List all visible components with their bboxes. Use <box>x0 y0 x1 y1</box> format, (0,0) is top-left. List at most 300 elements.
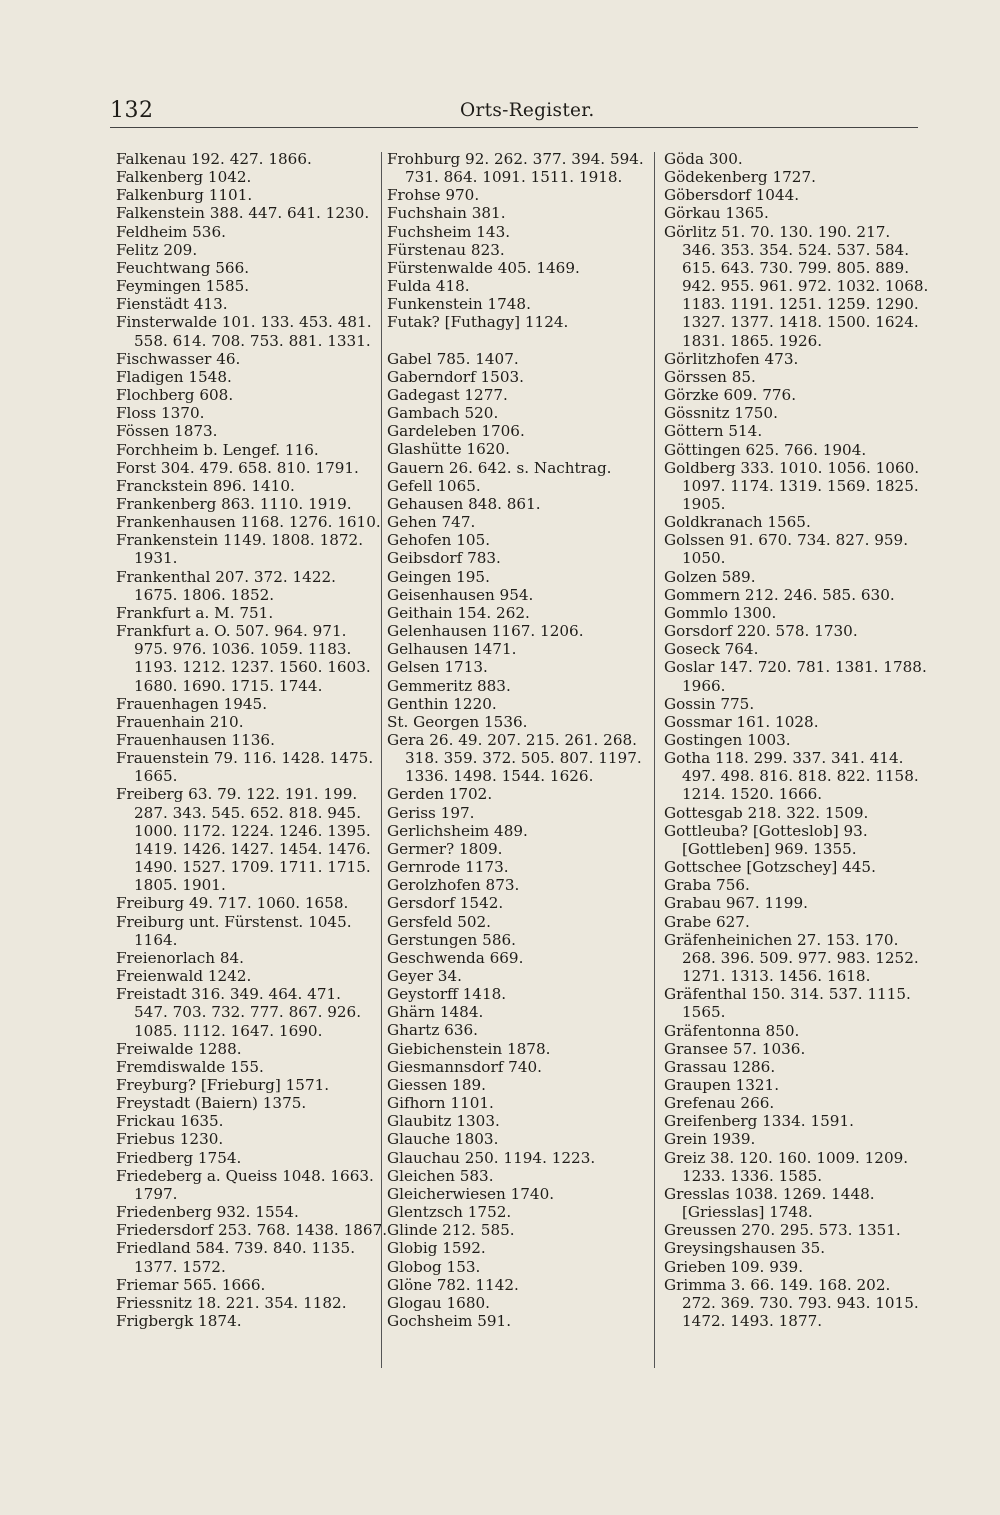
entry-line: Gardeleben 1706. <box>387 422 525 441</box>
register-entry <box>664 1239 926 1257</box>
register-entry <box>664 1130 926 1148</box>
entry-line: Gössnitz 1750. <box>664 404 778 423</box>
entry-line: Grabe 627. <box>664 912 750 931</box>
register-entry <box>387 894 651 912</box>
register-entry <box>387 985 651 1003</box>
entry-line: Forchheim b. Lengef. 116. <box>116 440 319 459</box>
register-entry <box>116 749 378 785</box>
entry-line: Freienorlach 84. <box>116 948 244 967</box>
entry-line: Geystorff 1418. <box>387 985 507 1004</box>
register-entry <box>664 1040 926 1058</box>
register-entry <box>116 241 378 259</box>
register-entry <box>387 931 651 949</box>
entry-line: Gräfenthal 150. 314. 537. 1115. <box>664 985 911 1004</box>
entry-line: Gabel 785. 1407. <box>387 349 519 368</box>
entry-line: Gauern 26. 642. s. Nachtrag. <box>387 458 612 477</box>
entry-line: Glinde 212. 585. <box>387 1221 515 1240</box>
register-entry <box>387 804 651 822</box>
section-gap <box>387 332 651 350</box>
register-entry <box>664 1258 926 1276</box>
entry-line: Greysingshausen 35. <box>664 1239 826 1258</box>
register-entry <box>116 1149 378 1167</box>
register-entry <box>664 222 929 350</box>
entry-line: Geibsdorf 783. <box>387 549 501 568</box>
entry-line: Gadegast 1277. <box>387 386 508 405</box>
entry-line: Frickau 1635. <box>116 1112 224 1131</box>
entry-line: Glentzsch 1752. <box>387 1203 512 1222</box>
entry-line: Grefenau 266. <box>664 1094 775 1113</box>
register-entry <box>116 1076 378 1094</box>
entry-continuation: 1193. 1212. 1237. 1560. 1603. <box>134 658 371 677</box>
entry-continuation: 1665. <box>134 767 178 786</box>
entry-line: Frankenthal 207. 372. 1422. <box>116 567 336 586</box>
register-entry <box>664 1221 926 1239</box>
entry-line: Graupen 1321. <box>664 1075 780 1094</box>
register-entry <box>387 1312 651 1330</box>
entry-line: Frankenberg 863. 1110. 1919. <box>116 494 352 513</box>
entry-line: Freiburg unt. Fürstenst. 1045. <box>116 912 352 931</box>
register-entry <box>116 604 378 622</box>
header-rule <box>110 127 918 128</box>
register-entry <box>116 622 378 695</box>
register-entry <box>387 1130 651 1148</box>
entry-continuation: 1085. 1112. 1647. 1690. <box>134 1021 323 1040</box>
register-entry <box>387 495 651 513</box>
entry-line: Forst 304. 479. 658. 810. 1791. <box>116 458 359 477</box>
register-entry <box>116 1221 388 1240</box>
register-entry <box>387 277 651 295</box>
register-entry <box>664 658 926 694</box>
entry-line: Gommlo 1300. <box>664 603 777 622</box>
entry-line: Glauche 1803. <box>387 1130 499 1149</box>
register-entry <box>116 949 378 967</box>
entry-line: Gemmeritz 883. <box>387 676 511 695</box>
register-entry <box>387 822 651 840</box>
register-entry <box>387 695 651 713</box>
entry-line: Goldkranach 1565. <box>664 513 811 532</box>
register-entry <box>387 513 651 531</box>
entry-continuation: 1805. 1901. <box>134 876 226 895</box>
entry-line: Fladigen 1548. <box>116 367 232 386</box>
entry-line: Gera 26. 49. 207. 215. 261. 268. <box>387 730 637 749</box>
entry-line: Giessen 189. <box>387 1075 486 1094</box>
register-entry <box>116 1203 378 1221</box>
entry-continuation: 615. 643. 730. 799. 805. 889. <box>682 258 910 277</box>
entry-line: Freiburg 49. 717. 1060. 1658. <box>116 894 349 913</box>
register-entry <box>116 568 378 604</box>
register-entry <box>387 913 651 931</box>
entry-continuation: 1271. 1313. 1456. 1618. <box>682 967 871 986</box>
entry-continuation: 1905. <box>682 494 726 513</box>
entry-line: Gernrode 1173. <box>387 858 509 877</box>
register-entry <box>387 858 651 876</box>
register-entry <box>664 350 926 368</box>
entry-line: Friedland 584. 739. 840. 1135. <box>116 1239 356 1258</box>
entry-line: Fürstenau 823. <box>387 240 505 259</box>
entry-line: Gransee 57. 1036. <box>664 1039 806 1058</box>
register-entry <box>387 350 651 368</box>
register-entry <box>664 513 926 531</box>
register-entry <box>387 531 651 549</box>
register-column-2 <box>387 150 651 1330</box>
entry-continuation: 1680. 1690. 1715. 1744. <box>134 676 323 695</box>
entry-line: Frigbergk 1874. <box>116 1312 242 1330</box>
entry-line: Grimma 3. 66. 149. 168. 202. <box>664 1275 891 1294</box>
entry-continuation: 272. 369. 730. 793. 943. 1015. <box>682 1293 919 1312</box>
register-entry <box>387 1076 651 1094</box>
register-entry <box>387 1239 651 1257</box>
entry-line: Gottesgab 218. 322. 1509. <box>664 803 869 822</box>
register-entry <box>387 422 651 440</box>
entry-continuation: 346. 353. 354. 524. 537. 584. <box>682 240 910 259</box>
entry-line: Gräfentonna 850. <box>664 1021 800 1040</box>
entry-line: Gossin 775. <box>664 694 755 713</box>
register-entry <box>664 531 926 567</box>
entry-line: Gräfenheinichen 27. 153. 170. <box>664 930 899 949</box>
entry-line: Freyburg? [Frieburg] 1571. <box>116 1075 330 1094</box>
entry-line: Geriss 197. <box>387 803 475 822</box>
register-entry <box>664 622 926 640</box>
entry-line: Gottschee [Gotzschey] 445. <box>664 858 876 877</box>
entry-line: Görssen 85. <box>664 367 756 386</box>
entry-line: Freystadt (Baiern) 1375. <box>116 1094 307 1113</box>
register-entry <box>387 1203 651 1221</box>
entry-line: Fössen 1873. <box>116 422 218 441</box>
entry-line: Fürstenwalde 405. 1469. <box>387 258 580 277</box>
entry-line: Falkenberg 1042. <box>116 168 252 187</box>
register-entry <box>116 967 378 985</box>
entry-line: Goseck 764. <box>664 640 759 659</box>
entry-line: Friebus 1230. <box>116 1130 224 1149</box>
entry-continuation: 1214. 1520. 1666. <box>682 785 823 804</box>
register-entry <box>387 1276 651 1294</box>
entry-line: Greussen 270. 295. 573. 1351. <box>664 1221 901 1240</box>
entry-line: Frankfurt a. O. 507. 964. 971. <box>116 622 347 641</box>
entry-line: Frohse 970. <box>387 186 480 205</box>
register-entry <box>116 495 378 513</box>
entry-line: Franckstein 896. 1410. <box>116 476 295 495</box>
entry-line: Glauchau 250. 1194. 1223. <box>387 1148 596 1167</box>
entry-continuation: [Gottleben] 969. 1355. <box>682 839 857 858</box>
entry-line: Gehausen 848. 861. <box>387 494 541 513</box>
entry-line: Gerolzhofen 873. <box>387 876 520 895</box>
register-entry <box>387 1058 651 1076</box>
register-entry <box>387 459 651 477</box>
register-entry <box>116 441 378 459</box>
register-entry <box>387 731 651 785</box>
entry-continuation: 1931. <box>134 549 178 568</box>
register-entry <box>387 604 651 622</box>
entry-line: Gottleuba? [Gotteslob] 93. <box>664 821 868 840</box>
entry-continuation: 318. 359. 372. 505. 807. 1197. <box>405 749 642 768</box>
entry-line: Gödekenberg 1727. <box>664 168 816 187</box>
register-entry <box>387 404 651 422</box>
entry-line: Friedersdorf 253. 768. 1438. 1867. <box>116 1221 388 1240</box>
register-entry <box>116 1239 378 1275</box>
entry-line: Gommern 212. 246. 585. 630. <box>664 585 895 604</box>
register-entry <box>387 1221 651 1239</box>
entry-line: Friessnitz 18. 221. 354. 1182. <box>116 1293 347 1312</box>
register-entry <box>664 749 926 803</box>
entry-line: Gerden 1702. <box>387 785 493 804</box>
register-entry <box>664 150 926 168</box>
entry-line: Flochberg 608. <box>116 386 234 405</box>
register-entry <box>116 1130 378 1148</box>
entry-line: Gehofen 105. <box>387 531 491 550</box>
register-entry <box>387 677 651 695</box>
register-entry <box>116 259 378 277</box>
entry-line: Friedberg 1754. <box>116 1148 242 1167</box>
register-entry <box>387 1021 651 1039</box>
register-entry <box>387 949 651 967</box>
entry-line: Gleichen 583. <box>387 1166 494 1185</box>
entry-line: Glogau 1680. <box>387 1293 490 1312</box>
entry-line: Golzen 589. <box>664 567 756 586</box>
entry-continuation: 1966. <box>682 676 726 695</box>
entry-line: Göda 300. <box>664 150 743 168</box>
entry-line: Friemar 565. 1666. <box>116 1275 266 1294</box>
register-entry <box>664 894 926 912</box>
entry-line: Grieben 109. 939. <box>664 1257 804 1276</box>
register-entry <box>387 368 651 386</box>
register-entry <box>664 913 926 931</box>
entry-line: Greifenberg 1334. 1591. <box>664 1112 854 1131</box>
register-entry <box>116 459 378 477</box>
register-entry <box>664 640 926 658</box>
register-entry <box>116 313 378 349</box>
entry-line: Globig 1592. <box>387 1239 486 1258</box>
register-entry <box>116 1276 378 1294</box>
entry-line: Gelhausen 1471. <box>387 640 517 659</box>
entry-continuation: 1377. 1572. <box>134 1257 226 1276</box>
entry-continuation: 547. 703. 732. 777. 867. 926. <box>134 1003 362 1022</box>
entry-line: Frankenstein 1149. 1808. 1872. <box>116 531 364 550</box>
register-entry <box>116 1312 378 1330</box>
entry-line: Funkenstein 1748. <box>387 295 531 314</box>
entry-continuation: 558. 614. 708. 753. 881. 1331. <box>134 331 371 350</box>
register-entry <box>116 513 381 532</box>
entry-continuation: 497. 498. 816. 818. 822. 1158. <box>682 767 919 786</box>
register-entry <box>116 695 378 713</box>
entry-line: Göttern 514. <box>664 422 763 441</box>
entry-line: Feuchtwang 566. <box>116 258 250 277</box>
register-entry <box>664 604 926 622</box>
register-entry <box>387 313 651 331</box>
entry-line: Falkenstein 388. 447. 641. 1230. <box>116 204 370 223</box>
register-entry <box>664 804 926 822</box>
entry-line: Frankfurt a. M. 751. <box>116 603 274 622</box>
register-entry <box>664 204 926 222</box>
entry-line: Gotha 118. 299. 337. 341. 414. <box>664 749 904 768</box>
register-entry <box>116 785 378 894</box>
register-entry <box>664 1058 926 1076</box>
entry-line: Fremdiswalde 155. <box>116 1057 264 1076</box>
entry-line: Giebichenstein 1878. <box>387 1039 551 1058</box>
entry-line: Gifhorn 1101. <box>387 1094 494 1113</box>
entry-line: Fienstädt 413. <box>116 295 228 314</box>
entry-line: Geithain 154. 262. <box>387 603 530 622</box>
register-entry <box>664 459 926 513</box>
entry-line: Frauenhausen 1136. <box>116 731 275 749</box>
register-entry <box>116 1040 378 1058</box>
entry-line: Gambach 520. <box>387 404 499 423</box>
register-entry <box>664 985 926 1021</box>
entry-line: Fuchshain 381. <box>387 204 506 223</box>
register-entry <box>116 894 378 912</box>
register-entry <box>387 477 651 495</box>
entry-line: Ghartz 636. <box>387 1021 478 1040</box>
register-entry <box>387 658 651 676</box>
entry-line: Fulda 418. <box>387 277 470 296</box>
register-entry <box>664 695 926 713</box>
entry-continuation: 1183. 1191. 1251. 1259. 1290. <box>682 295 919 314</box>
entry-line: Gelsen 1713. <box>387 658 488 677</box>
register-entry <box>116 1094 378 1112</box>
register-entry <box>116 277 378 295</box>
entry-line: Fuchsheim 143. <box>387 222 511 241</box>
page-number: 132 <box>110 98 154 123</box>
entry-continuation: 1565. <box>682 1003 726 1022</box>
register-entry <box>387 549 651 567</box>
register-entry <box>387 223 651 241</box>
entry-line: Germer? 1809. <box>387 839 503 858</box>
register-entry <box>387 586 651 604</box>
register-entry <box>116 1112 378 1130</box>
entry-continuation: 1831. 1865. 1926. <box>682 331 823 350</box>
register-entry <box>387 967 651 985</box>
entry-line: Geyer 34. <box>387 967 462 986</box>
entry-continuation: 1419. 1426. 1427. 1454. 1476. <box>134 839 371 858</box>
entry-line: Geisenhausen 954. <box>387 585 534 604</box>
entry-continuation: 1097. 1174. 1319. 1569. 1825. <box>682 476 919 495</box>
entry-line: Gleicherwiesen 1740. <box>387 1184 555 1203</box>
register-entry <box>116 186 378 204</box>
entry-line: Gehen 747. <box>387 513 476 532</box>
entry-line: Frankenhausen 1168. 1276. 1610. <box>116 513 381 532</box>
entry-line: Göttingen 625. 766. 1904. <box>664 440 867 459</box>
entry-line: Freistadt 316. 349. 464. 471. <box>116 985 341 1004</box>
register-entry <box>387 386 651 404</box>
register-entry <box>387 785 651 803</box>
entry-line: Graba 756. <box>664 876 750 895</box>
entry-line: Goldberg 333. 1010. 1056. 1060. <box>664 458 920 477</box>
entry-line: Frauenstein 79. 116. 1428. 1475. <box>116 749 374 768</box>
register-entry <box>664 1149 926 1185</box>
register-entry <box>387 150 651 186</box>
entry-line: Goslar 147. 720. 781. 1381. 1788. <box>664 658 927 677</box>
entry-continuation: 1675. 1806. 1852. <box>134 585 275 604</box>
register-entry <box>116 204 378 222</box>
register-entry <box>664 1276 926 1330</box>
entry-line: Glöne 782. 1142. <box>387 1275 519 1294</box>
register-entry <box>116 150 378 168</box>
register-entry <box>387 241 651 259</box>
register-entry <box>387 640 651 658</box>
entry-line: Golssen 91. 670. 734. 827. 959. <box>664 531 909 550</box>
entry-continuation: 1000. 1172. 1224. 1246. 1395. <box>134 821 371 840</box>
register-entry <box>116 223 378 241</box>
register-entry <box>664 822 926 858</box>
entry-line: Göbersdorf 1044. <box>664 186 800 205</box>
register-entry <box>116 1294 378 1312</box>
register-entry <box>116 168 378 186</box>
entry-line: Genthin 1220. <box>387 694 497 713</box>
register-entry <box>664 731 926 749</box>
entry-continuation: 1164. <box>134 930 178 949</box>
entry-line: Falkenau 192. 427. 1866. <box>116 150 312 168</box>
entry-line: Grassau 1286. <box>664 1057 776 1076</box>
register-entry <box>387 1003 651 1021</box>
entry-line: Glaubitz 1303. <box>387 1112 500 1131</box>
register-entry <box>664 1112 926 1130</box>
entry-continuation: [Griesslas] 1748. <box>682 1203 813 1222</box>
register-entry <box>664 404 926 422</box>
entry-line: St. Georgen 1536. <box>387 712 528 731</box>
register-entry <box>387 295 651 313</box>
entry-line: Görzke 609. 776. <box>664 386 797 405</box>
entry-continuation: 287. 343. 545. 652. 818. 945. <box>134 803 362 822</box>
register-entry <box>664 1094 926 1112</box>
column-divider <box>381 152 382 1368</box>
entry-line: Felitz 209. <box>116 240 198 259</box>
entry-line: Globog 153. <box>387 1257 481 1276</box>
register-entry <box>116 1167 378 1203</box>
entry-continuation: 731. 864. 1091. 1511. 1918. <box>405 168 623 187</box>
entry-line: Friedenberg 932. 1554. <box>116 1203 299 1222</box>
register-entry <box>664 186 926 204</box>
entry-continuation: 942. 955. 961. 972. 1032. 1068. <box>682 277 929 296</box>
register-entry <box>387 186 651 204</box>
entry-line: Gaberndorf 1503. <box>387 367 524 386</box>
entry-line: Falkenburg 1101. <box>116 186 253 205</box>
entry-line: Fischwasser 46. <box>116 349 241 368</box>
register-entry <box>387 713 651 731</box>
entry-continuation: 1472. 1493. 1877. <box>682 1312 823 1330</box>
register-entry <box>116 1058 378 1076</box>
entry-line: Glashütte 1620. <box>387 440 510 459</box>
entry-line: Görlitz 51. 70. 130. 190. 217. <box>664 222 891 241</box>
register-entry <box>387 1185 651 1203</box>
entry-line: Gorsdorf 220. 578. 1730. <box>664 622 858 641</box>
register-entry <box>664 1185 926 1221</box>
entry-line: Freienwald 1242. <box>116 967 252 986</box>
register-entry <box>387 440 651 458</box>
entry-line: Gelenhausen 1167. 1206. <box>387 622 584 641</box>
register-entry <box>387 259 651 277</box>
register-entry <box>387 876 651 894</box>
register-entry <box>116 350 378 368</box>
register-entry <box>387 840 651 858</box>
register-entry <box>664 386 926 404</box>
entry-line: Giesmannsdorf 740. <box>387 1057 542 1076</box>
register-entry <box>116 386 378 404</box>
register-entry <box>116 913 378 949</box>
register-entry <box>664 568 926 586</box>
entry-continuation: 975. 976. 1036. 1059. 1183. <box>134 640 352 659</box>
register-entry <box>116 985 378 1039</box>
entry-line: Gresslas 1038. 1269. 1448. <box>664 1184 875 1203</box>
register-entry <box>664 876 926 894</box>
register-entry <box>387 204 651 222</box>
register-entry <box>664 1076 926 1094</box>
register-entry <box>387 1258 651 1276</box>
register-entry <box>387 1094 651 1112</box>
register-entry <box>664 931 926 985</box>
register-entry <box>116 531 378 567</box>
entry-line: Görkau 1365. <box>664 204 769 223</box>
register-entry <box>664 168 926 186</box>
entry-line: Gostingen 1003. <box>664 731 791 749</box>
